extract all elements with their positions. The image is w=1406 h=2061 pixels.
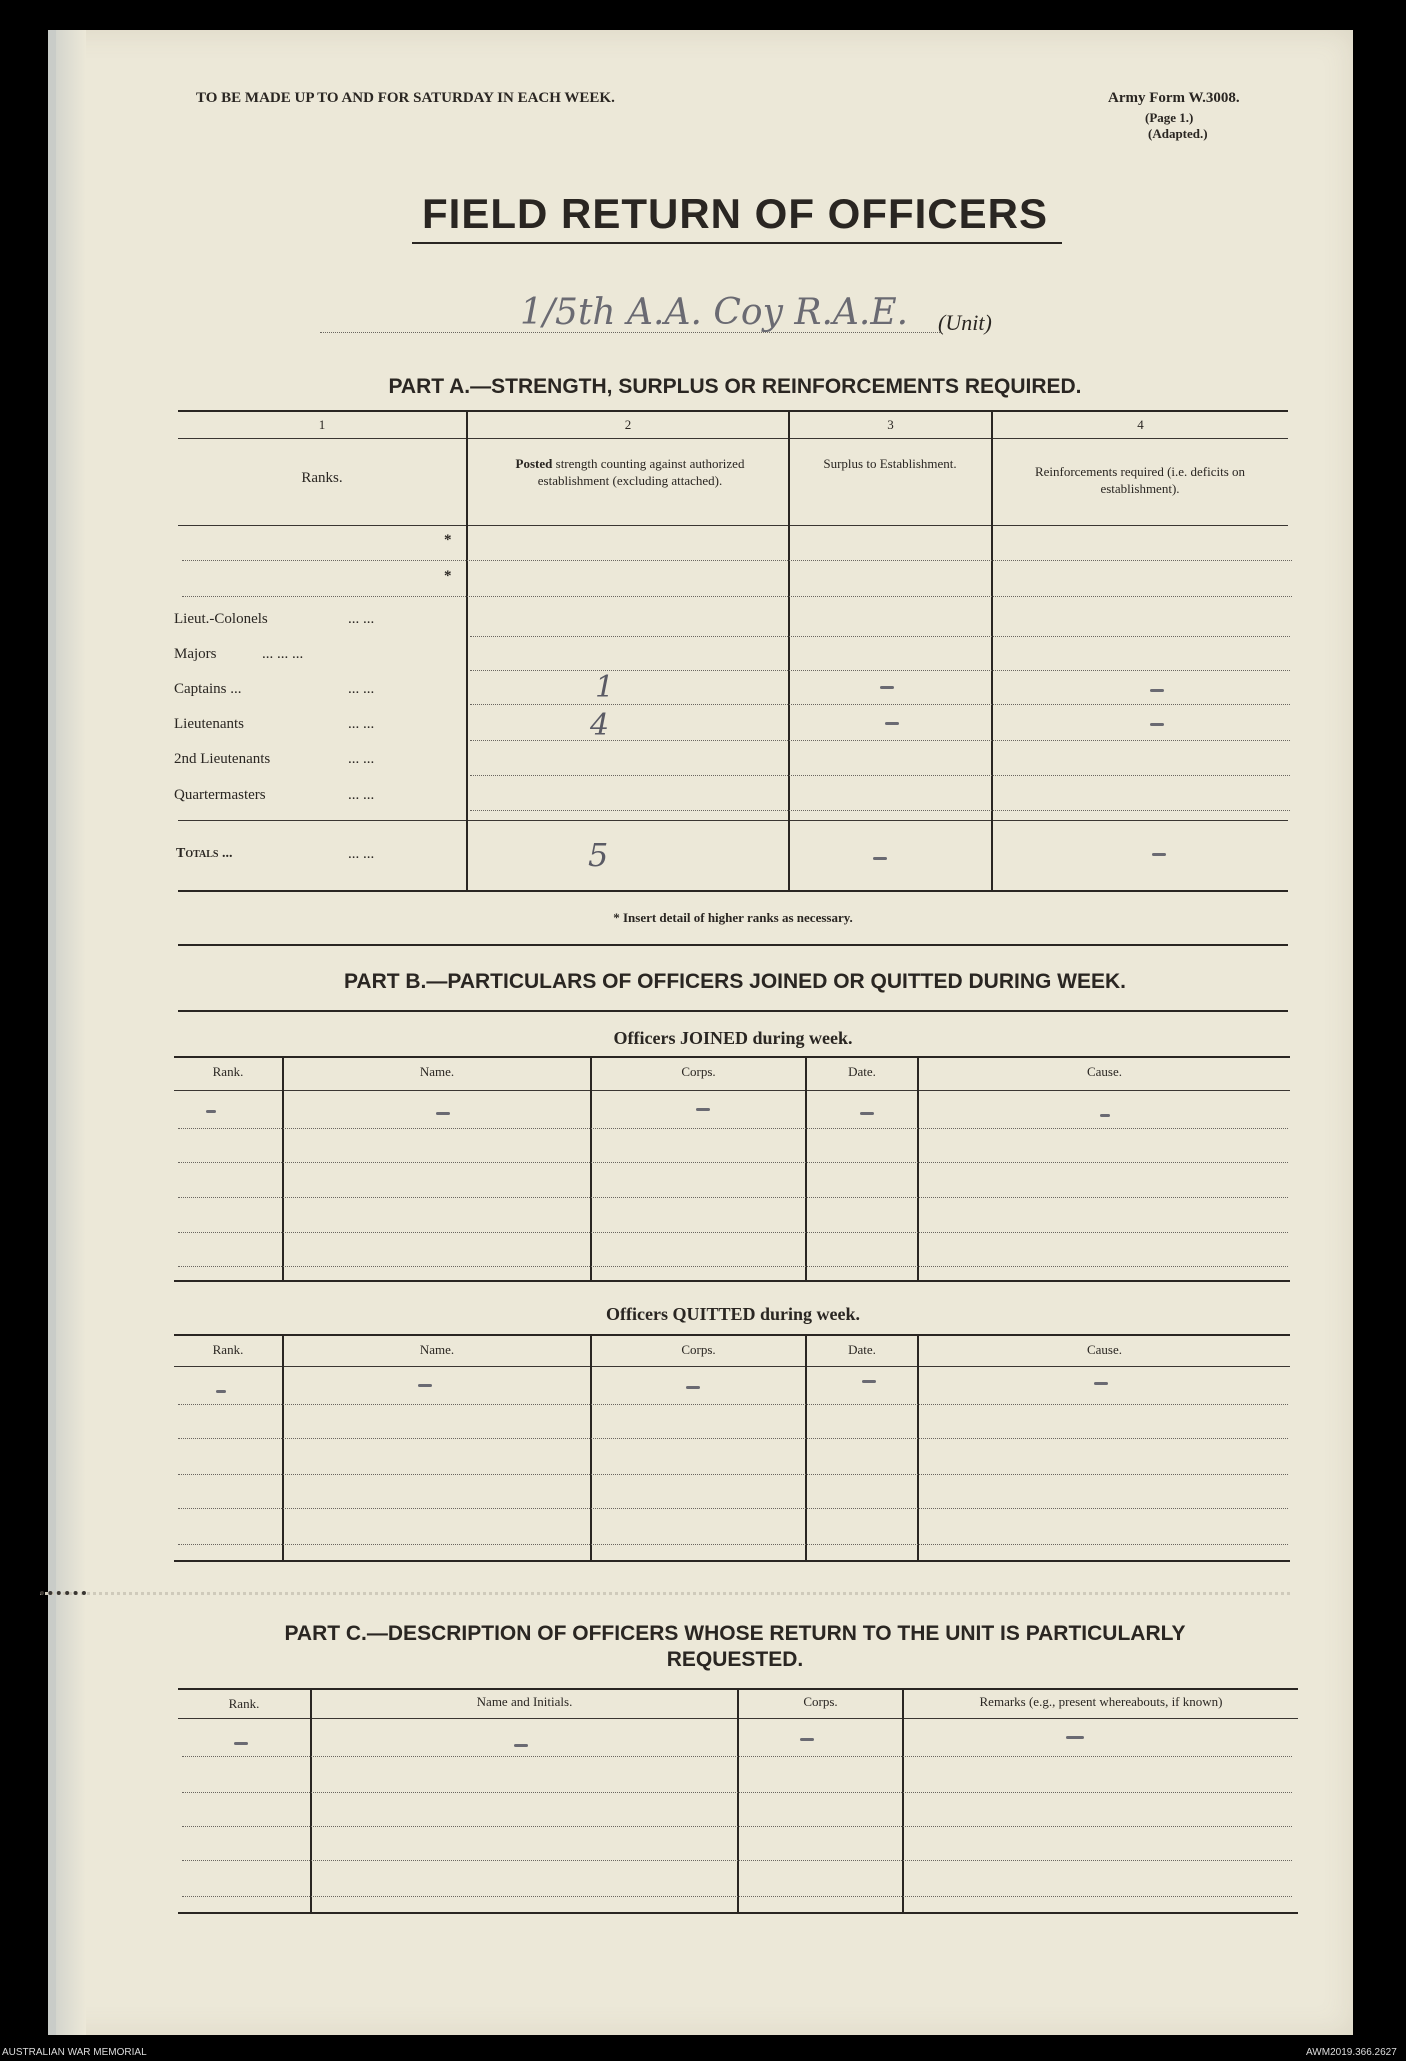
part-a-top-rule xyxy=(178,410,1288,412)
rank-dots: ... ... xyxy=(348,787,375,803)
rank-dots: ... ... xyxy=(348,611,375,627)
part-a-bottom-rule xyxy=(178,890,1288,892)
quitted-col-corps: Corps. xyxy=(681,1342,716,1357)
table-row xyxy=(470,740,1290,741)
instruction-text: TO BE MADE UP TO AND FOR SATURDAY IN EACH WEEK. xyxy=(196,90,615,106)
col-divider-3 xyxy=(991,410,993,890)
asterisk-1: * xyxy=(444,532,452,548)
quitted-header-rule xyxy=(174,1366,1290,1367)
quitted-divider xyxy=(282,1334,284,1560)
joined-heading: Officers JOINED during week. xyxy=(613,1028,853,1048)
table-row xyxy=(178,1438,1288,1439)
page-title: FIELD RETURN OF OFFICERS xyxy=(422,190,1048,237)
quitted-col-cause: Cause. xyxy=(1086,1342,1123,1357)
asterisk-row-1 xyxy=(182,560,1292,561)
captains-surplus-dash xyxy=(880,686,894,689)
part-c-name-dash xyxy=(514,1744,528,1747)
perforation-mark xyxy=(40,1591,86,1595)
col-number-4: 4 xyxy=(1137,417,1144,432)
quitted-cause-dash xyxy=(1094,1382,1108,1385)
part-b-heading: PART B.—PARTICULARS OF OFFICERS JOINED OR QUITTED DURING WEEK. xyxy=(343,970,1127,993)
totals-surplus-dash xyxy=(873,857,887,860)
part-c-divider xyxy=(310,1688,312,1912)
captains-posted: 1 xyxy=(595,670,615,705)
joined-col-date: Date. xyxy=(848,1064,876,1079)
quitted-heading: Officers QUITTED during week. xyxy=(606,1304,860,1324)
table-row xyxy=(470,636,1290,637)
table-row xyxy=(470,810,1290,811)
part-c-corps-dash xyxy=(800,1738,814,1741)
part-c-bottom-rule xyxy=(178,1912,1298,1914)
col-number-2: 2 xyxy=(624,417,632,432)
part-c-col-name: Name and Initials. xyxy=(476,1694,573,1709)
table-row xyxy=(178,1404,1288,1405)
quitted-rank-dash xyxy=(216,1390,226,1393)
quitted-top-rule xyxy=(174,1334,1290,1336)
footer-right: AWM2019.366.2627 xyxy=(1306,2047,1397,2058)
joined-divider xyxy=(282,1056,284,1280)
sheet-edge-shadow xyxy=(56,30,86,2035)
totals-reinf-dash xyxy=(1152,853,1166,856)
rank-label: Lieutenants xyxy=(174,716,244,732)
rank-dots: ... ... xyxy=(348,681,375,697)
footer-left: AUSTRALIAN WAR MEMORIAL xyxy=(2,2047,147,2058)
asterisk-row-2 xyxy=(182,596,1292,597)
header-surplus: Surplus to Establishment. xyxy=(823,456,957,471)
table-row xyxy=(178,1162,1288,1163)
header-reinforcements: Reinforcements required (i.e. deficits on establishment). xyxy=(1034,464,1246,496)
col-header-rule xyxy=(178,525,1288,526)
lieutenants-surplus-dash xyxy=(885,722,899,725)
form-page: (Page 1.) xyxy=(1145,110,1194,125)
joined-col-corps: Corps. xyxy=(681,1064,716,1079)
part-a-footnote: * Insert detail of higher ranks as necessary. xyxy=(613,910,853,925)
part-c-col-remarks: Remarks (e.g., present whereabouts, if known) xyxy=(979,1694,1223,1709)
table-row xyxy=(178,1508,1288,1509)
quitted-col-name: Name. xyxy=(419,1342,455,1357)
quitted-name-dash xyxy=(418,1384,432,1387)
table-row xyxy=(178,1197,1288,1198)
title-underline xyxy=(412,242,1062,244)
col-number-1: 1 xyxy=(318,417,326,432)
part-c-heading-1: PART C.—DESCRIPTION OF OFFICERS WHOSE RETURN TO THE UNIT IS PARTICULARLY xyxy=(284,1622,1186,1645)
part-c-divider xyxy=(737,1688,739,1912)
part-b-heading-rule xyxy=(178,1010,1288,1012)
part-c-remarks-dash xyxy=(1066,1736,1084,1739)
col-number-3: 3 xyxy=(887,417,894,432)
table-row xyxy=(182,1896,1292,1897)
part-c-rank-dash xyxy=(234,1742,248,1745)
form-number: Army Form W.3008. xyxy=(1108,90,1240,106)
table-row xyxy=(470,670,1290,671)
header-ranks: Ranks. xyxy=(301,470,343,486)
quitted-corps-dash xyxy=(686,1386,700,1389)
perforation-line xyxy=(40,1592,1290,1595)
table-row xyxy=(178,1266,1288,1267)
totals-dots: ... ... xyxy=(348,846,375,862)
joined-divider xyxy=(590,1056,592,1280)
joined-top-rule xyxy=(174,1056,1290,1058)
part-c-heading-2: REQUESTED. xyxy=(666,1648,804,1671)
joined-rank-dash xyxy=(206,1110,216,1113)
quitted-divider xyxy=(917,1334,919,1560)
table-row xyxy=(182,1756,1292,1757)
part-c-col-corps: Corps. xyxy=(803,1694,838,1709)
joined-divider xyxy=(805,1056,807,1280)
joined-header-rule xyxy=(174,1090,1290,1091)
joined-name-dash xyxy=(436,1112,450,1115)
asterisk-2: * xyxy=(444,568,452,584)
quitted-col-date: Date. xyxy=(848,1342,876,1357)
table-row xyxy=(178,1474,1288,1475)
captains-reinf-dash xyxy=(1150,689,1164,692)
rank-dots: ... ... xyxy=(348,716,375,732)
part-a-heading: PART A.—STRENGTH, SURPLUS OR REINFORCEMENTS REQUIRED. xyxy=(388,375,1082,398)
rank-label: Captains ... xyxy=(174,681,242,697)
sheet-edge xyxy=(48,30,56,2035)
table-row xyxy=(470,775,1290,776)
rank-label: Majors xyxy=(174,646,217,662)
col-number-rule xyxy=(178,438,1288,439)
totals-rule xyxy=(178,820,1288,821)
totals-label: Totals ... xyxy=(176,846,233,861)
part-b-top-rule xyxy=(178,944,1288,946)
col-divider-1 xyxy=(466,410,468,890)
rank-dots: ... ... xyxy=(348,751,375,767)
unit-label: (Unit) xyxy=(938,310,992,335)
header-posted-bold: Posted xyxy=(515,456,553,471)
part-c-divider xyxy=(902,1688,904,1912)
table-row xyxy=(178,1232,1288,1233)
header-posted: Posted strength counting against authorized establishment (excluding attached). xyxy=(515,456,745,488)
table-row xyxy=(182,1860,1292,1861)
joined-bottom-rule xyxy=(174,1280,1290,1282)
form-adapted: (Adapted.) xyxy=(1148,126,1208,141)
quitted-bottom-rule xyxy=(174,1560,1290,1562)
part-c-col-rank: Rank. xyxy=(228,1696,260,1711)
unit-handwritten: 1/5th A.A. Coy R.A.E. xyxy=(520,292,909,333)
joined-col-cause: Cause. xyxy=(1086,1064,1123,1079)
rank-label: Lieut.-Colonels xyxy=(174,611,268,627)
totals-posted: 5 xyxy=(588,836,609,874)
lieutenants-reinf-dash xyxy=(1150,723,1164,726)
table-row xyxy=(182,1792,1292,1793)
joined-col-name: Name. xyxy=(419,1064,455,1079)
joined-cause-dash xyxy=(1100,1114,1110,1117)
rank-label: 2nd Lieutenants xyxy=(174,751,271,767)
table-row xyxy=(470,704,1290,705)
quitted-date-dash xyxy=(862,1380,876,1383)
joined-divider xyxy=(917,1056,919,1280)
joined-col-rank: Rank. xyxy=(212,1064,244,1079)
rank-dots: ... ... ... xyxy=(262,646,304,662)
quitted-col-rank: Rank. xyxy=(212,1342,244,1357)
table-row xyxy=(182,1826,1292,1827)
col-divider-2 xyxy=(788,410,790,890)
joined-corps-dash xyxy=(696,1108,710,1111)
table-row xyxy=(178,1544,1288,1545)
rank-label: Quartermasters xyxy=(174,787,266,803)
quitted-divider xyxy=(805,1334,807,1560)
quitted-divider xyxy=(590,1334,592,1560)
lieutenants-posted: 4 xyxy=(590,708,610,743)
joined-date-dash xyxy=(860,1112,874,1115)
table-row xyxy=(178,1128,1288,1129)
